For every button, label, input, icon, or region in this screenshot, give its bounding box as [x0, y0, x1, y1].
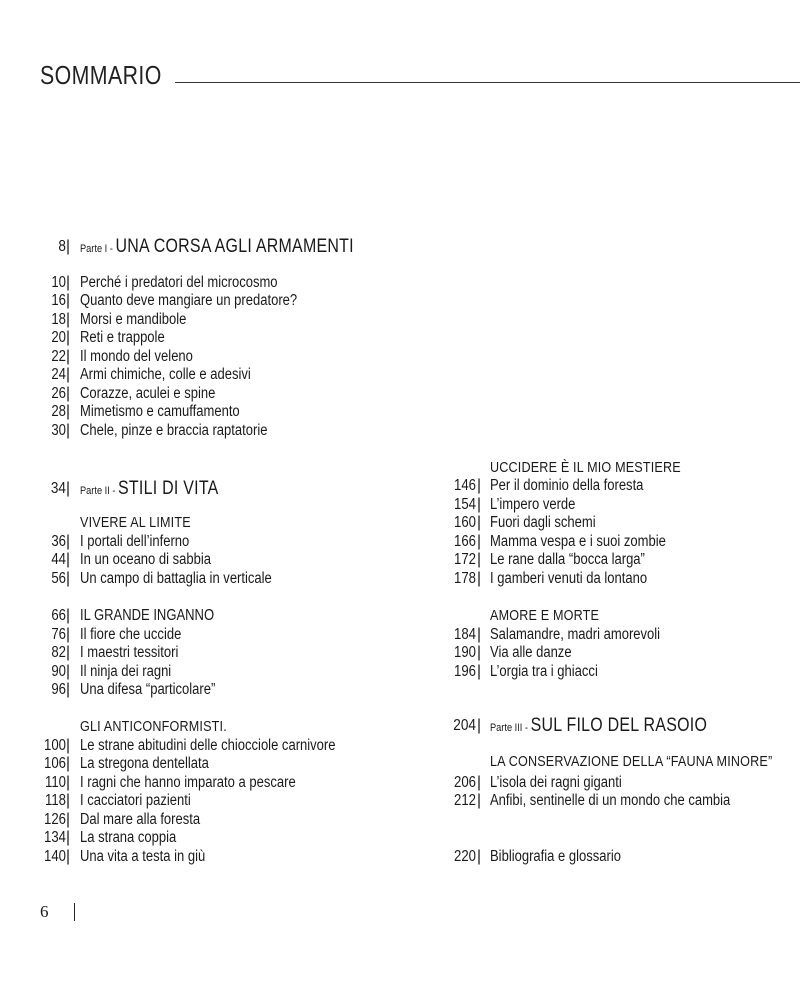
entry-page-number: 126 [44, 811, 66, 828]
entry-separator: | [476, 644, 482, 661]
part-heading [80, 236, 354, 260]
entry-separator: | [65, 663, 71, 680]
toc-entry[interactable] [0, 626, 800, 644]
entry-separator: | [65, 626, 71, 643]
entry-title: Per il dominio della foresta [490, 477, 644, 494]
entry-title: Le strane abitudini delle chiocciole carnivore [80, 737, 336, 754]
entry-separator: | [476, 496, 482, 513]
entry-title: L’impero verde [490, 496, 576, 513]
part-title: STILI DI VITA [118, 478, 219, 499]
toc-entry[interactable] [0, 663, 800, 681]
entry-page-number: 90 [51, 663, 66, 680]
entry-separator: | [476, 477, 482, 494]
entry-title: Salamandre, madri amorevoli [490, 626, 661, 643]
entry-title: Mamma vespa e i suoi zombie [490, 533, 666, 550]
toc-entry[interactable] [0, 551, 800, 569]
entry-page-number: 8 [58, 238, 66, 255]
entry-title: Il fiore che uccide [80, 626, 182, 643]
entry-separator: | [65, 792, 71, 809]
entry-page-number: 16 [51, 292, 66, 309]
entry-page-number: 206 [454, 774, 476, 791]
toc-entry[interactable] [0, 774, 800, 792]
entry-page-number: 96 [51, 681, 66, 698]
toc-entry[interactable] [0, 403, 800, 421]
entry-page-number: 20 [51, 329, 66, 346]
title-rule [175, 82, 800, 83]
entry-separator: | [65, 829, 71, 846]
entry-title: In un oceano di sabbia [80, 551, 212, 568]
entry-separator: | [476, 792, 482, 809]
toc-entry[interactable] [0, 385, 800, 403]
toc-entry[interactable] [0, 496, 800, 514]
section-heading: LA CONSERVAZIONE DELLA “FAUNA MINORE” [490, 753, 773, 770]
section-heading: GLI ANTICONFORMISTI. [80, 718, 227, 735]
entry-page-number: 196 [454, 663, 476, 680]
part-label: Parte II - [80, 485, 119, 497]
entry-title: I cacciatori pazienti [80, 792, 191, 809]
entry-separator: | [476, 533, 482, 550]
entry-separator: | [476, 717, 482, 734]
entry-page-number: 24 [51, 366, 66, 383]
entry-title: Bibliografia e glossario [490, 848, 622, 865]
entry-separator: | [65, 403, 71, 420]
toc-entry[interactable] [0, 681, 800, 699]
toc-entry[interactable] [0, 311, 800, 329]
entry-title: La stregona dentellata [80, 755, 209, 772]
entry-page-number: 26 [51, 385, 66, 402]
entry-separator: | [65, 366, 71, 383]
entry-separator: | [65, 774, 71, 791]
entry-separator: | [65, 311, 71, 328]
entry-separator: | [65, 274, 71, 291]
toc-entry[interactable] [0, 514, 800, 532]
toc-entry[interactable] [0, 348, 800, 366]
footer-page-number: 6 [40, 902, 49, 921]
toc-entry[interactable] [0, 329, 800, 347]
entry-page-number: 36 [51, 533, 66, 550]
entry-page-number: 178 [454, 570, 476, 587]
entry-separator: | [65, 292, 71, 309]
entry-title: I portali dell’inferno [80, 533, 190, 550]
footer-divider [74, 903, 75, 921]
entry-page-number: 204 [453, 717, 476, 734]
entry-separator: | [476, 514, 482, 531]
entry-separator: | [65, 681, 71, 698]
entry-title: Il mondo del veleno [80, 348, 193, 365]
entry-page-number: 34 [50, 480, 66, 497]
entry-title: Le rane dalla “bocca larga” [490, 551, 645, 568]
entry-title: I ragni che hanno imparato a pescare [80, 774, 296, 791]
entry-page-number: 18 [51, 311, 66, 328]
entry-separator: | [65, 238, 71, 255]
entry-title: L’isola dei ragni giganti [490, 774, 622, 791]
part-title: UNA CORSA AGLI ARMAMENTI [115, 236, 354, 257]
entry-separator: | [65, 329, 71, 346]
entry-page-number: 22 [51, 348, 66, 365]
entry-page-number: 76 [51, 626, 66, 643]
toc-entry[interactable] [0, 570, 800, 588]
entry-separator: | [476, 570, 482, 587]
toc-entry[interactable] [0, 811, 800, 829]
entry-page-number: 106 [44, 755, 66, 772]
entry-title: Anfibi, sentinelle di un mondo che cambia [490, 792, 731, 809]
section-heading: AMORE E MORTE [490, 607, 600, 624]
page-title: SOMMARIO [40, 60, 162, 90]
entry-page-number: 212 [454, 792, 476, 809]
entry-page-number: 172 [454, 551, 476, 568]
part-title: SUL FILO DEL RASOIO [530, 715, 708, 736]
entry-separator: | [65, 848, 71, 865]
entry-separator: | [65, 385, 71, 402]
entry-page-number: 10 [51, 274, 66, 291]
entry-page-number: 190 [454, 644, 476, 661]
entry-page-number: 146 [454, 477, 476, 494]
entry-separator: | [476, 848, 482, 865]
part-heading [490, 715, 707, 739]
entry-title: Corazze, aculei e spine [80, 385, 216, 402]
entry-separator: | [65, 551, 71, 568]
section-heading: UCCIDERE È IL MIO MESTIERE [490, 459, 681, 476]
entry-separator: | [65, 737, 71, 754]
entry-separator: | [65, 570, 71, 587]
entry-page-number: 30 [51, 422, 66, 439]
entry-page-number: 184 [454, 626, 476, 643]
entry-title: I gamberi venuti da lontano [490, 570, 648, 587]
entry-separator: | [65, 348, 71, 365]
entry-page-number: 118 [44, 792, 66, 809]
entry-separator: | [476, 774, 482, 791]
entry-title: IL GRANDE INGANNO [80, 607, 215, 624]
entry-page-number: 220 [454, 848, 476, 865]
entry-title: Via alle danze [490, 644, 572, 661]
entry-page-number: 160 [454, 514, 476, 531]
entry-title: I maestri tessitori [80, 644, 179, 661]
toc-entry[interactable] [0, 848, 800, 866]
entry-title: Reti e trappole [80, 329, 165, 346]
entry-separator: | [65, 607, 71, 624]
entry-separator: | [65, 811, 71, 828]
entry-title: Perché i predatori del microcosmo [80, 274, 278, 291]
toc-entry[interactable] [0, 792, 800, 810]
entry-page-number: 28 [51, 403, 66, 420]
part-label: Parte III - [490, 722, 531, 734]
entry-separator: | [65, 480, 71, 497]
part-entry[interactable] [0, 236, 800, 258]
entry-separator: | [476, 626, 482, 643]
toc-entry[interactable] [0, 274, 800, 292]
entry-title: La strana coppia [80, 829, 177, 846]
entry-page-number: 82 [51, 644, 66, 661]
entry-separator: | [65, 533, 71, 550]
entry-separator: | [65, 644, 71, 661]
entry-page-number: 140 [44, 848, 66, 865]
entry-title: L’orgia tra i ghiacci [490, 663, 598, 680]
entry-title: Dal mare alla foresta [80, 811, 201, 828]
toc-entry[interactable] [0, 829, 800, 847]
entry-separator: | [476, 551, 482, 568]
entry-page-number: 44 [51, 551, 66, 568]
entry-title: Armi chimiche, colle e adesivi [80, 366, 251, 383]
toc-entry[interactable] [0, 366, 800, 384]
entry-title: Una difesa “particolare” [80, 681, 216, 698]
part-entry[interactable] [0, 715, 800, 737]
entry-page-number: 66 [51, 607, 66, 624]
entry-title: Un campo di battaglia in verticale [80, 570, 272, 587]
entry-separator: | [476, 663, 482, 680]
entry-page-number: 166 [454, 533, 476, 550]
toc-entry[interactable] [0, 422, 800, 440]
section-heading: VIVERE AL LIMITE [80, 514, 191, 531]
entry-title: Chele, pinze e braccia raptatorie [80, 422, 268, 439]
entry-page-number: 56 [51, 570, 66, 587]
entry-title: Una vita a testa in giù [80, 848, 206, 865]
entry-title: Fuori dagli schemi [490, 514, 596, 531]
entry-separator: | [65, 422, 71, 439]
toc-entry[interactable] [0, 477, 800, 495]
toc-entry[interactable] [0, 292, 800, 310]
entry-separator: | [65, 755, 71, 772]
entry-page-number: 100 [44, 737, 66, 754]
entry-page-number: 134 [44, 829, 66, 846]
part-label: Parte I - [80, 243, 116, 255]
entry-title: Il ninja dei ragni [80, 663, 172, 680]
toc-entry[interactable] [0, 533, 800, 551]
entry-title: Mimetismo e camuffamento [80, 403, 240, 420]
toc-entry[interactable] [0, 607, 800, 625]
entry-title: Quanto deve mangiare un predatore? [80, 292, 298, 309]
entry-page-number: 154 [454, 496, 476, 513]
toc-entry[interactable] [0, 644, 800, 662]
entry-title: Morsi e mandibole [80, 311, 187, 328]
entry-page-number: 110 [44, 774, 66, 791]
